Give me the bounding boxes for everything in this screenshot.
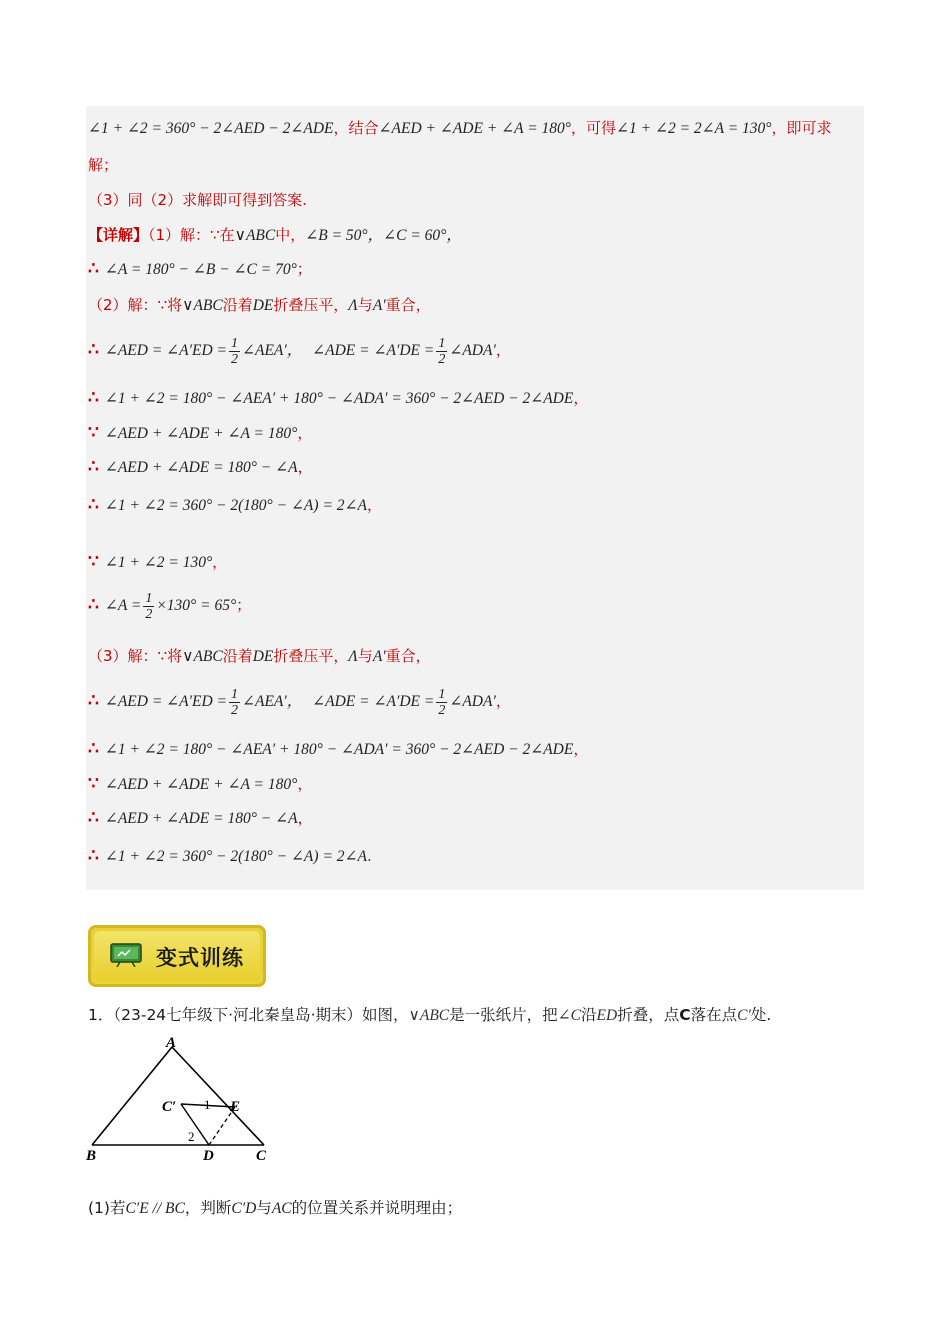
math-expression: ∠ADA′ bbox=[449, 342, 496, 359]
fraction-half bbox=[436, 336, 447, 367]
math-expression: A′ bbox=[372, 648, 386, 665]
analysis-line-2 bbox=[88, 155, 118, 175]
text: 落在点 bbox=[690, 1006, 738, 1024]
math-expression: AC bbox=[271, 1200, 292, 1217]
label-C-prime: C′ bbox=[162, 1099, 177, 1115]
therefore-symbol: ∴ bbox=[88, 340, 99, 360]
text: 中， bbox=[275, 226, 306, 244]
fraction-half bbox=[143, 591, 154, 622]
text: 重合， bbox=[385, 647, 431, 665]
math-expression: ∠ADA′ bbox=[449, 693, 496, 710]
because-symbol: ∵ bbox=[88, 774, 99, 794]
text: 折叠压平， bbox=[273, 296, 349, 314]
text: 处. bbox=[750, 1006, 772, 1024]
therefore-symbol: ∴ bbox=[88, 595, 99, 615]
math-expression: A′ bbox=[372, 297, 386, 314]
math-expression: ∠AEA′， bbox=[242, 342, 303, 359]
side-AC bbox=[172, 1047, 264, 1145]
detail-line-16 bbox=[88, 846, 372, 867]
math-expression: DE bbox=[252, 648, 274, 665]
text: （2）解：∵将 bbox=[88, 296, 183, 314]
math-expression: ∠AED + ∠ADE + ∠A = 180° bbox=[104, 425, 298, 442]
problem-source: （23-24七年级下·河北秦皇岛·期末）如图， bbox=[113, 1006, 409, 1024]
text: ， bbox=[573, 740, 589, 758]
math-expression: DE bbox=[252, 297, 274, 314]
math-expression: ∠1 + ∠2 = 130° bbox=[104, 554, 213, 571]
math-expression: ∠AEA′， bbox=[242, 693, 303, 710]
fraction-numerator: 1 bbox=[438, 686, 446, 702]
label-B: B bbox=[86, 1148, 97, 1164]
label-angle-2: 2 bbox=[188, 1129, 195, 1144]
math-expression: ∠ADE = ∠A′DE = bbox=[312, 693, 435, 710]
fraction-numerator: 1 bbox=[231, 686, 238, 702]
therefore-symbol: ∴ bbox=[88, 739, 99, 759]
text: ，即可求 bbox=[771, 119, 832, 137]
detail-tag: 【详解】 bbox=[88, 226, 149, 244]
label-A: A bbox=[166, 1035, 177, 1051]
text: 与 bbox=[256, 1199, 272, 1217]
math-expression: ∠1 + ∠2 = 2∠A = 130° bbox=[616, 120, 772, 137]
banner-title: 变式训练 bbox=[156, 946, 244, 970]
math-expression: ×130° = 65° bbox=[156, 597, 237, 614]
section-banner bbox=[88, 925, 266, 987]
detail-line-5 bbox=[88, 388, 588, 409]
math-expression: ∠AED = ∠A′ED = bbox=[104, 342, 227, 359]
detail-line-14 bbox=[88, 774, 312, 795]
detail-line-15 bbox=[88, 808, 313, 829]
text: ， bbox=[297, 809, 313, 827]
text: . bbox=[366, 847, 372, 865]
therefore-symbol: ∴ bbox=[88, 808, 99, 828]
side-AB bbox=[92, 1047, 172, 1145]
text: ； bbox=[236, 596, 252, 614]
detail-line-1 bbox=[88, 225, 462, 246]
math-expression: ∠B = 50°，∠C = 60°， bbox=[305, 227, 462, 244]
therefore-symbol: ∴ bbox=[88, 691, 99, 711]
text: ， bbox=[212, 553, 228, 571]
text: 折叠压平， bbox=[273, 647, 349, 665]
fraction-half bbox=[436, 687, 447, 718]
detail-line-10 bbox=[88, 585, 251, 625]
fraction-denominator: 2 bbox=[231, 702, 238, 718]
therefore-symbol: ∴ bbox=[88, 259, 99, 279]
math-expression: ∠1 + ∠2 = 360° − 2(180° − ∠A) = 2∠A bbox=[104, 848, 367, 865]
text: 沿着 bbox=[222, 296, 253, 314]
subquestion-1 bbox=[88, 1196, 462, 1218]
text: 重合， bbox=[385, 296, 431, 314]
math-expression: ∠1 + ∠2 = 360° − 2∠AED − 2∠ADE bbox=[88, 120, 334, 137]
therefore-symbol: ∴ bbox=[88, 846, 99, 866]
detail-line-6 bbox=[88, 423, 312, 444]
fraction-numerator: 1 bbox=[231, 335, 238, 351]
fraction-denominator: 2 bbox=[438, 351, 446, 367]
text: （3）同（2）求解即可得到答案. bbox=[88, 191, 307, 209]
text: 沿 bbox=[581, 1006, 597, 1024]
text: ，可得 bbox=[571, 119, 617, 137]
detail-line-2 bbox=[88, 259, 312, 280]
fraction-denominator: 2 bbox=[438, 702, 446, 718]
text: ， bbox=[297, 424, 313, 442]
detail-line-4 bbox=[88, 330, 511, 370]
math-expression: ∨ABC bbox=[408, 1007, 450, 1024]
problem-statement bbox=[88, 1003, 771, 1025]
math-expression: C′D bbox=[231, 1200, 257, 1217]
math-expression: ∠AED + ∠ADE + ∠A = 180° bbox=[104, 776, 298, 793]
label-C: C bbox=[256, 1148, 267, 1164]
detail-line-9 bbox=[88, 552, 227, 573]
math-expression: ∠AED + ∠ADE + ∠A = 180° bbox=[378, 120, 572, 137]
text: ； bbox=[296, 260, 312, 278]
detail-line-7 bbox=[88, 457, 313, 478]
math-expression: ∠ADE = ∠A′DE = bbox=[312, 342, 435, 359]
fraction-half bbox=[229, 336, 240, 367]
math-expression: ∨ABC bbox=[182, 648, 223, 665]
math-expression: C′ bbox=[737, 1007, 751, 1024]
text: 的位置关系并说明理由； bbox=[291, 1199, 463, 1217]
fraction-numerator: 1 bbox=[438, 335, 446, 351]
detail-line-13 bbox=[88, 739, 588, 760]
text: （1）解：∵在 bbox=[148, 226, 235, 244]
problem-number: 1． bbox=[88, 1006, 114, 1024]
fraction-numerator: 1 bbox=[145, 590, 153, 606]
math-expression: ∠AED = ∠A′ED = bbox=[104, 693, 227, 710]
fraction-denominator: 2 bbox=[231, 351, 238, 367]
math-expression: ∠1 + ∠2 = 360° − 2(180° − ∠A) = 2∠A bbox=[104, 497, 367, 514]
label-D: D bbox=[203, 1148, 214, 1164]
text: 沿着 bbox=[222, 647, 253, 665]
because-symbol: ∵ bbox=[88, 423, 99, 443]
teaching-board-icon bbox=[110, 943, 142, 967]
therefore-symbol: ∴ bbox=[88, 457, 99, 477]
text: ， bbox=[495, 341, 511, 359]
text: 与 bbox=[357, 296, 373, 314]
math-expression: ∨ABC bbox=[234, 227, 276, 244]
math-expression: ∨ABC bbox=[182, 297, 223, 314]
label-E: E bbox=[230, 1099, 241, 1115]
math-expression: ∠C bbox=[557, 1007, 581, 1024]
therefore-symbol: ∴ bbox=[88, 495, 99, 515]
math-expression: Λ bbox=[348, 297, 358, 314]
text: ， bbox=[297, 775, 313, 793]
text: ， bbox=[297, 458, 313, 476]
text: 与 bbox=[357, 647, 373, 665]
math-expression: C′E // BC bbox=[125, 1200, 185, 1217]
analysis-line-3 bbox=[88, 190, 307, 210]
text: 折叠，点 bbox=[617, 1006, 680, 1024]
because-symbol: ∵ bbox=[88, 552, 99, 572]
text: ， bbox=[366, 496, 382, 514]
text: （3）解：∵将 bbox=[88, 647, 183, 665]
math-expression: ∠1 + ∠2 = 180° − ∠AEA′ + 180° − ∠ADA′ = 360° − 2∠AED − 2∠ADE bbox=[104, 390, 574, 407]
detail-line-8 bbox=[88, 495, 382, 516]
math-expression: ∠AED + ∠ADE = 180° − ∠A bbox=[104, 459, 298, 476]
text: 解； bbox=[88, 156, 119, 174]
math-expression: ∠AED + ∠ADE = 180° − ∠A bbox=[104, 810, 298, 827]
fraction-half bbox=[229, 687, 240, 718]
math-expression: Λ bbox=[348, 648, 358, 665]
math-expression: ∠1 + ∠2 = 180° − ∠AEA′ + 180° − ∠ADA′ = 360° − 2∠AED − 2∠ADE bbox=[104, 741, 574, 758]
therefore-symbol: ∴ bbox=[88, 388, 99, 408]
triangle-figure bbox=[84, 1032, 284, 1167]
analysis-line-1 bbox=[88, 118, 832, 139]
label-angle-1: 1 bbox=[204, 1097, 211, 1112]
text: ，判断 bbox=[184, 1199, 232, 1217]
text: ， bbox=[495, 692, 511, 710]
point-label: C bbox=[679, 1006, 691, 1024]
detail-line-12 bbox=[88, 681, 511, 721]
detail-line-3 bbox=[88, 295, 431, 316]
text: 是一张纸片，把 bbox=[449, 1006, 558, 1024]
math-expression: ED bbox=[596, 1007, 618, 1024]
detail-line-11 bbox=[88, 646, 431, 667]
text: (1)若 bbox=[88, 1199, 126, 1217]
math-expression: ∠A = 180° − ∠B − ∠C = 70° bbox=[104, 261, 297, 278]
math-expression: ∠A = bbox=[104, 597, 142, 614]
fraction-denominator: 2 bbox=[145, 606, 153, 622]
text: ，结合 bbox=[333, 119, 379, 137]
text: ， bbox=[573, 389, 589, 407]
